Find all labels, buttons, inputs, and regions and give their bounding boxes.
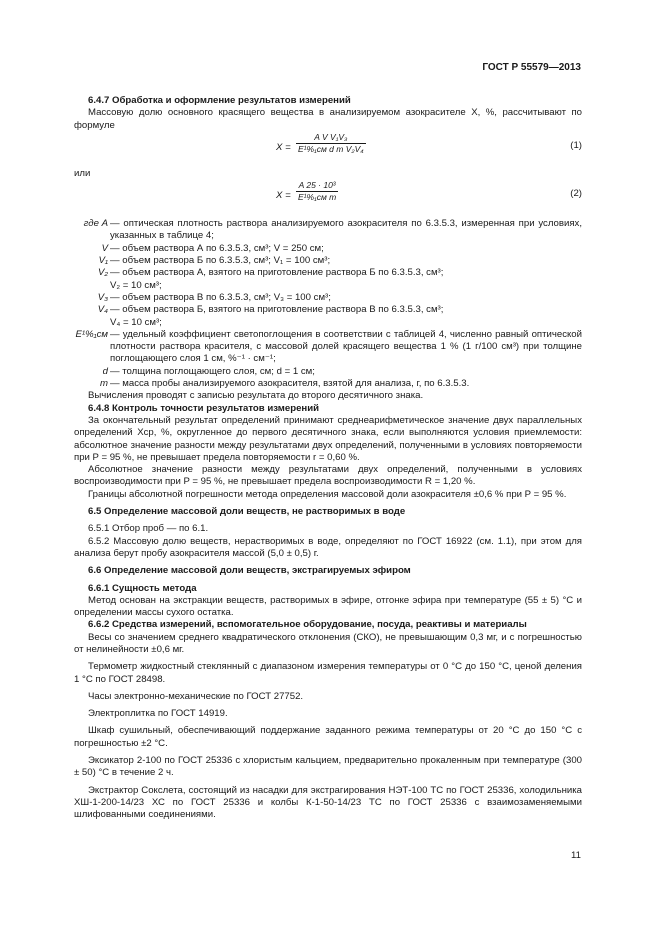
definition-row: [74, 243, 582, 255]
definition-symbol: V₂: [97, 267, 108, 279]
section-heading-6-4-7: 6.4.7 Обработка и оформление результатов измерений: [88, 95, 351, 106]
definition-row: [74, 366, 582, 378]
paragraph-6-5-2: 6.5.2 Массовую долю веществ, нерастворимых в воде, определяют по ГОСТ 16922 (см. 1.1), при этом для анализа берут пробу азокрасителя массой (5,0 ± 0,5) г.: [74, 535, 582, 559]
formula-2-lhs: X =: [276, 190, 291, 202]
definition-text: — толщина поглощающего слоя, см; d = 1 см;: [110, 365, 315, 377]
definition-row: [74, 378, 582, 390]
definition-row: [74, 329, 582, 366]
equipment-item: Часы электронно-механические по ГОСТ 27752.: [88, 690, 304, 702]
definition-row: [74, 255, 582, 267]
section-heading-6-5: 6.5 Определение массовой доли веществ, не растворимых в воде: [88, 506, 406, 518]
paragraph-6-4-8-1: За окончательный результат определений принимают среднеарифметическое значение двух параллельных определений Xср, %, округленное до первого десятичного знака, если выполняются условия приемлемости: абсолютное значение разности между результатами двух определений, полученными в условиях повторяемости при P = 95 %, не превышает предела повторяемости r = 0,60 %.: [74, 414, 582, 463]
equipment-item: Весы со значением среднего квадратического отклонения (СКО), не превышающим 0,3 мг, и с погрешностью от нелинейности ±0,6 мг.: [74, 631, 582, 655]
formula-2: [74, 180, 582, 216]
formula-2-denominator: E¹%₁см m: [298, 192, 337, 203]
definition-symbol: [74, 317, 108, 329]
definition-row: [74, 267, 582, 279]
page-content: [74, 95, 582, 822]
definition-text: — объем раствора А по 6.3.5.3, см³; V = 250 см;: [110, 242, 324, 254]
equipment-item: Экстрактор Сокслета, состоящий из насадки для экстрагирования НЭТ-100 ТС по ГОСТ 25336, холодильника ХШ-1-200-14/23 ХС по ГОСТ 25336 и колбы К-1-50-14/23 ТС по ГОСТ 25336 с взаимозаменяемыми шлифованными соединениями.: [74, 784, 582, 821]
definition-row: [74, 218, 582, 243]
definition-text: — удельный коэффициент светопоглощения в соответствии с таблицей 4, численно равный оптической плотности раствора красителя, с массовой долей красящего вещества 1 % (1 г/100 см³) при толщине поглощающего слоя 1 см, %⁻¹ · см⁻¹;: [110, 328, 582, 365]
definition-symbol: V₃: [97, 291, 108, 303]
formula-1-number: (1): [570, 139, 582, 151]
definition-row: [74, 292, 582, 304]
paragraph-or: или: [74, 167, 91, 179]
formula-1-fraction: [296, 132, 366, 155]
definition-row: [74, 304, 582, 316]
definition-text: — масса пробы анализируемого азокрасителя, взятой для анализа, г, по 6.3.5.3.: [110, 378, 470, 390]
definition-row: [74, 317, 582, 329]
formula-1-denominator: E¹%₁см d m V₂V₄: [298, 143, 364, 154]
definition-text: — объем раствора Б, взятого на приготовление раствора В по 6.3.5.3, см³;: [110, 304, 444, 316]
formula-1-numerator: A V V₁V₃: [296, 132, 366, 144]
definition-symbol: m: [100, 378, 108, 390]
definitions-list: [74, 218, 582, 390]
section-heading-6-4-8: 6.4.8 Контроль точности результатов измерений: [88, 402, 319, 414]
section-heading-6-6-1: 6.6.1 Сущность метода: [88, 582, 197, 594]
equipment-list: [74, 632, 582, 822]
paragraph-6-6-1: Метод основан на экстракции веществ, растворимых в эфире, отгонке эфира при температуре (55 ± 5) °С и определении массы сухого остатка.: [74, 594, 582, 619]
definition-symbol: V: [101, 242, 108, 254]
definition-text: — объем раствора В по 6.3.5.3, см³; V₃ = 100 см³;: [110, 291, 331, 303]
definition-text: — объем раствора Б по 6.3.5.3, см³; V₁ = 100 см³;: [110, 255, 331, 267]
definition-symbol: где A: [83, 218, 108, 230]
formula-1-lhs: X =: [276, 141, 291, 153]
equipment-item: Шкаф сушильный, обеспечивающий поддержание заданного режима температуры от 20 °С до 150 °С с погрешностью ±2 °С.: [74, 725, 582, 749]
paragraph-6-4-8-3: Границы абсолютной погрешности метода определения массовой доли азокрасителя ±0,6 % при P = 95 %.: [88, 488, 567, 500]
definition-text: — объем раствора А, взятого на приготовление раствора Б по 6.3.5.3, см³;: [110, 267, 444, 279]
definition-text: V₂ = 10 см³;: [110, 279, 162, 291]
definition-symbol: V₁: [98, 255, 108, 267]
paragraph-intro: Массовую долю основного красящего вещества в анализируемом азокрасителе X, %, рассчитывают по формуле: [74, 107, 582, 131]
equipment-item: Эксикатор 2-100 по ГОСТ 25336 с хлористым кальцием, предварительно прокаленным при температуре (300 ± 50) °С в течение 2 ч.: [74, 755, 582, 779]
formula-1: [74, 132, 582, 166]
page-number: 11: [571, 850, 581, 861]
equipment-item: Термометр жидкостный стеклянный с диапазоном измерения температуры от 0 °С до 150 °С, ценой деления 1 °С по ГОСТ 28498.: [74, 661, 582, 685]
paragraph-6-5-1: 6.5.1 Отбор проб — по 6.1.: [88, 523, 209, 535]
formula-2-fraction: [296, 180, 338, 203]
section-heading-6-6: 6.6 Определение массовой доли веществ, экстрагируемых эфиром: [88, 565, 411, 577]
section-heading-6-6-2: 6.6.2 Средства измерений, вспомогательное оборудование, посуда, реактивы и материалы: [88, 619, 527, 631]
formula-2-numerator: A 25 · 10³: [296, 180, 338, 192]
definition-symbol: V₄: [97, 304, 108, 316]
definition-symbol: d: [102, 365, 108, 377]
paragraph-calc: Вычисления проводят с записью результата до второго десятичного знака.: [88, 390, 424, 402]
definition-text: V₄ = 10 см³;: [110, 316, 162, 328]
definition-row: [74, 280, 582, 292]
standard-header: ГОСТ Р 55579—2013: [482, 62, 581, 73]
definition-text: — оптическая плотность раствора анализируемого азокрасителя по 6.3.5.3, измеренная при условиях, указанных в таблице 4;: [110, 218, 582, 242]
formula-2-number: (2): [570, 188, 582, 200]
definition-symbol: [74, 280, 108, 292]
paragraph-6-4-8-2: Абсолютное значение разности между результатами двух определений, полученными в условиях воспроизводимости при P = 95 %, не превышает предела воспроизводимости R = 1,20 %.: [74, 464, 582, 488]
equipment-item: Электроплитка по ГОСТ 14919.: [88, 708, 228, 720]
definition-symbol: E¹%₁см: [75, 328, 108, 340]
